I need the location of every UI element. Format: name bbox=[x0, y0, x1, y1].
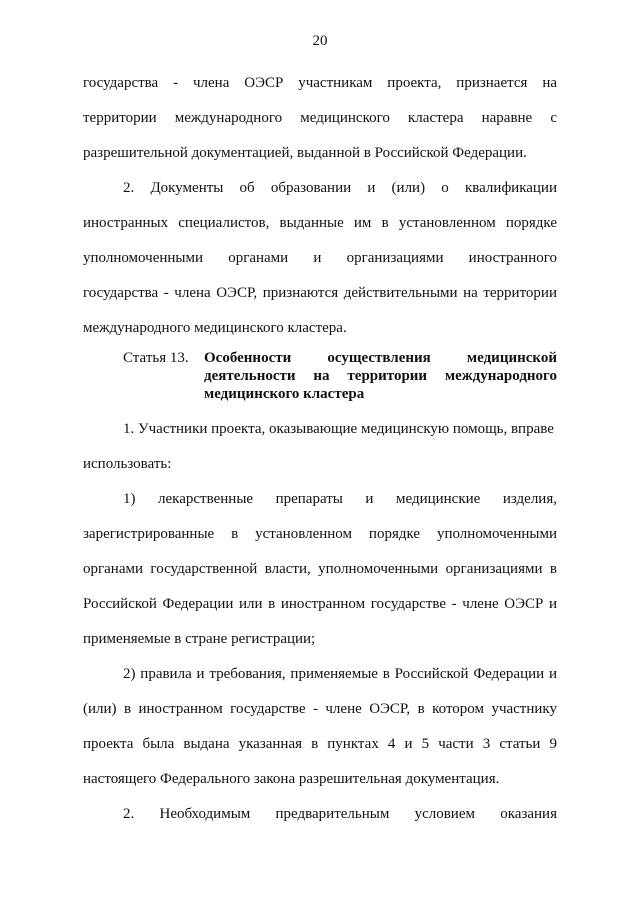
text-line: применяемые в стране регистрации; bbox=[83, 631, 316, 647]
text-line: территории международного медицинского кластера наравне с bbox=[83, 110, 557, 126]
text-line: государства - члена ОЭСР участникам проекта, признается на bbox=[83, 75, 557, 91]
text-line: использовать: bbox=[83, 456, 172, 472]
article-title-line: Особенности осуществления медицинской bbox=[204, 350, 557, 366]
article-label: Статья 13. bbox=[123, 350, 189, 366]
text-line: иностранных специалистов, выданные им в установленном порядке bbox=[83, 215, 557, 231]
text-line: (или) в иностранном государстве - члене ОЭСР, в котором участнику bbox=[83, 701, 557, 717]
article-title bbox=[204, 349, 557, 403]
text-line: разрешительной документацией, выданной в Российской Федерации. bbox=[83, 145, 527, 161]
text-line: настоящего Федерального закона разрешительная документация. bbox=[83, 771, 500, 787]
text-line: международного медицинского кластера. bbox=[83, 320, 347, 336]
page-number: 20 bbox=[312, 33, 328, 49]
text-line: Российской Федерации или в иностранном государстве - члене ОЭСР и bbox=[83, 596, 557, 612]
text-line: 1) лекарственные препараты и медицинские изделия, bbox=[123, 491, 557, 507]
article-title-line: деятельности на территории международного bbox=[204, 368, 557, 384]
article-title-line: медицинского кластера bbox=[204, 386, 365, 402]
text-line: зарегистрированные в установленном порядке уполномоченными bbox=[83, 526, 557, 542]
text-line: проекта была выдана указанная в пунктах 4 и 5 части 3 статьи 9 bbox=[83, 736, 557, 752]
text-line: органами государственной власти, уполномоченными организациями в bbox=[83, 561, 557, 577]
text-line: 2. Необходимым предварительным условием оказания bbox=[123, 806, 557, 822]
text-line: уполномоченными органами и организациями иностранного bbox=[83, 250, 557, 266]
text-line: 1. Участники проекта, оказывающие медицинскую помощь, вправе bbox=[123, 421, 554, 437]
text-line: 2. Документы об образовании и (или) о квалификации bbox=[123, 180, 557, 196]
text-line: 2) правила и требования, применяемые в Российской Федерации и bbox=[123, 666, 557, 682]
text-line: государства - члена ОЭСР, признаются действительными на территории bbox=[83, 285, 557, 301]
